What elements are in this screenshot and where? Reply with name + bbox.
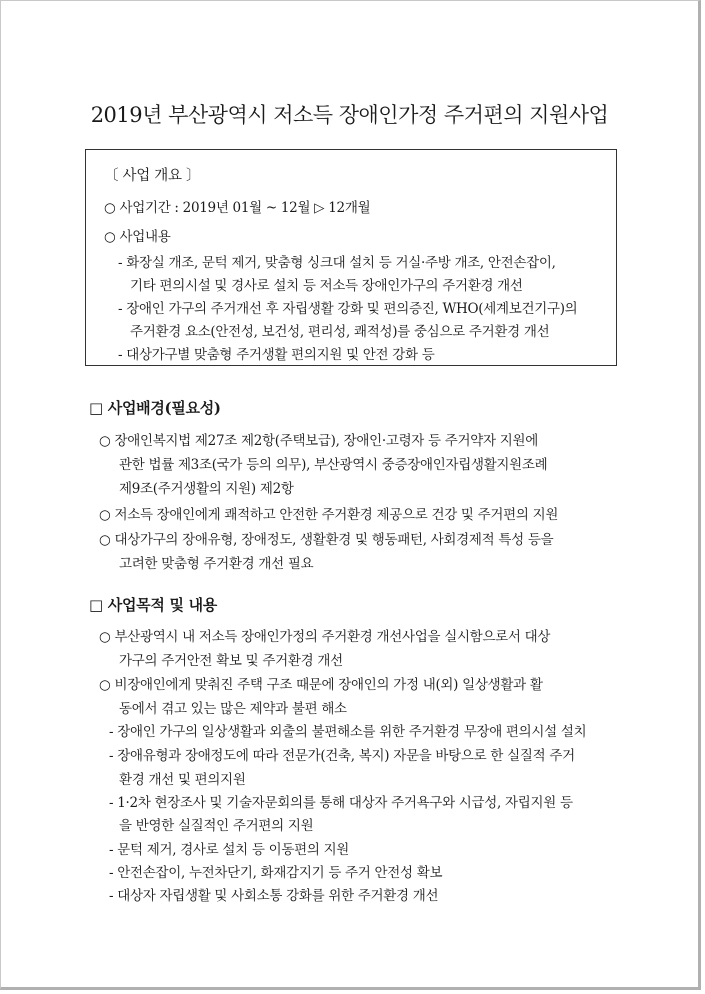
overview-line: 기타 편의시설 및 경사로 설치 등 저소득 장애인가구의 주거환경 개선	[130, 278, 523, 294]
overview-content-label: ○ 사업내용	[104, 229, 171, 245]
background-line: ○ 장애인복지법 제27조 제2항(주택보급), 장애인·고령자 등 주거약자 지원에	[99, 433, 538, 449]
purpose-line: ○ 비장애인에게 맞춰진 주택 구조 때문에 장애인의 가정 내(외) 일상생활과 활	[99, 677, 543, 693]
purpose-line: ○ 부산광역시 내 저소득 장애인가정의 주거환경 개선사업을 실시함으로서 대상	[99, 629, 551, 645]
background-line: 관한 법률 제3조(국가 등의 의무), 부산광역시 중증장애인자립생활지원조례	[119, 457, 548, 473]
overview-line: - 화장실 개조, 문턱 제거, 맞춤형 싱크대 설치 등 거실·주방 개조, 안전손잡이,	[118, 255, 556, 271]
overview-heading: 〔 사업 개요 〕	[104, 168, 201, 184]
background-line: 제9조(주거생활의 지원) 제2항	[119, 481, 294, 497]
purpose-line: - 안전손잡이, 누전차단기, 화재감지기 등 주거 안전성 확보	[109, 865, 443, 881]
purpose-heading: □ 사업목적 및 내용	[89, 596, 217, 614]
purpose-line: 동에서 겪고 있는 많은 제약과 불편 해소	[119, 701, 347, 717]
overview-period: ○ 사업기간 : 2019년 01월 ~ 12월 ▷ 12개월	[104, 200, 371, 216]
overview-box	[85, 149, 617, 366]
purpose-line: 을 반영한 실질적인 주거편의 지원	[119, 818, 314, 834]
purpose-line: - 장애유형과 장애정도에 따라 전문가(건축, 복지) 자문을 바탕으로 한 실질적 주거	[109, 748, 575, 764]
purpose-line: 환경 개선 및 편의지원	[119, 772, 246, 788]
background-heading: □ 사업배경(필요성)	[89, 399, 221, 417]
overview-line: - 대상가구별 맞춤형 주거생활 편의지원 및 안전 강화 등	[118, 347, 435, 363]
background-line: ○ 저소득 장애인에게 쾌적하고 안전한 주거환경 제공으로 건강 및 주거편의 지원	[99, 507, 559, 523]
overview-line: - 장애인 가구의 주거개선 후 자립생활 강화 및 편의증진, WHO(세계보건기구)의	[118, 301, 578, 317]
purpose-line: 가구의 주거안전 확보 및 주거환경 개선	[119, 653, 343, 669]
purpose-line: - 1·2차 현장조사 및 기술자문회의를 통해 대상자 주거욕구와 시급성, 자립지원 등	[109, 795, 573, 811]
purpose-line: - 문턱 제거, 경사로 설치 등 이동편의 지원	[109, 842, 350, 858]
document-title: 2019년 부산광역시 저소득 장애인가정 주거편의 지원사업	[90, 103, 609, 127]
background-line: ○ 대상가구의 장애유형, 장애정도, 생활환경 및 행동패턴, 사회경제적 특성 등을	[99, 532, 554, 548]
purpose-line: - 장애인 가구의 일상생활과 외출의 불편해소를 위한 주거환경 무장애 편의시설 설치	[109, 724, 587, 740]
purpose-line: - 대상자 자립생활 및 사회소통 강화를 위한 주거환경 개선	[109, 888, 439, 904]
background-line: 고려한 맞춤형 주거환경 개선 필요	[119, 556, 314, 572]
overview-line: 주거환경 요소(안전성, 보건성, 편리성, 쾌적성)를 중심으로 주거환경 개선	[130, 324, 550, 340]
